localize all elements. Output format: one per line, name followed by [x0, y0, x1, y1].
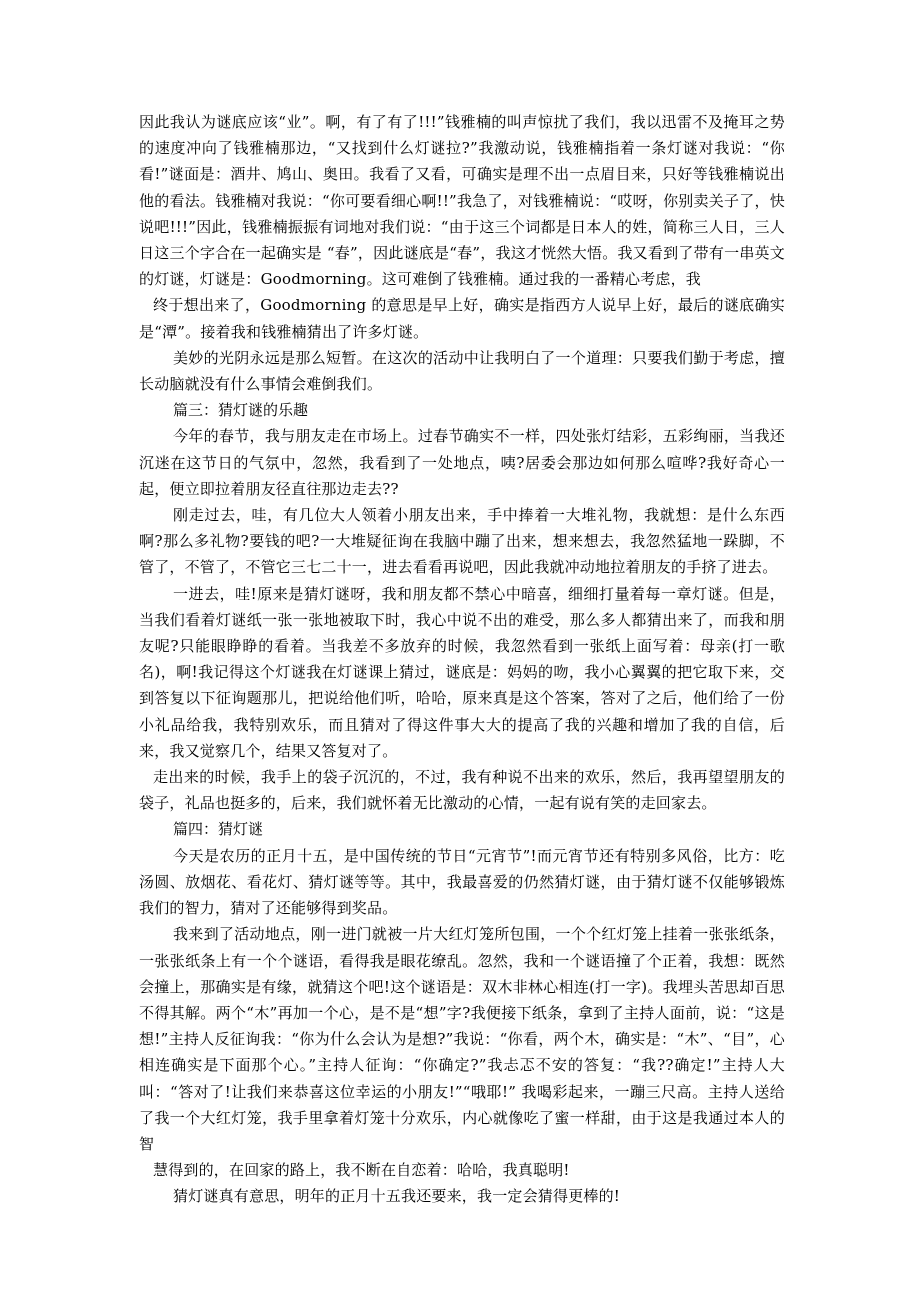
paragraph: 猜灯谜真有意思，明年的正月十五我还要来，我一定会猜得更棒的!: [173, 1187, 621, 1206]
paragraph: 走出来的时候，我手上的袋子沉沉的，不过，我有种说不出来的欢乐，然后，我再望望朋友的袋子，礼品也挺多的，后来，我们就怀着无比激动的心情，一起有说有笑的走回家去。: [139, 768, 785, 813]
paragraph: 今天是农历的正月十五，是中国传统的节日“元宵节”!而元宵节还有特别多风俗，比方：吃汤圆、放烟花、看花灯、猜灯谜等等。其中，我最喜爱的仍然猜灯谜，由于猜灯谜不仅能够锻炼我们的智力，猜对了还能够得到奖品。: [139, 846, 785, 918]
document-page: [139, 109, 785, 1210]
paragraph: 慧得到的，在回家的路上，我不断在自恋着：哈哈，我真聪明!: [153, 1161, 570, 1180]
section-heading: 篇三：猜灯谜的乐趣: [173, 401, 309, 420]
paragraph: 今年的春节，我与朋友走在市场上。过春节确实不一样，四处张灯结彩，五彩绚丽，当我还沉迷在这节日的气氛中，忽然，我看到了一处地点，咦?居委会那边如何那么喧哗?我好奇心一起，便立即拉着朋友径直往那边走去??: [139, 427, 785, 498]
paragraph: 我来到了活动地点，刚一进门就被一片大红灯笼所包围，一个个红灯笼上挂着一张张纸条，一张张纸条上有一个个谜语，看得我是眼花缭乱。忽然，我和一个谜语撞了个正着，我想：既然会撞上，那确实是有缘，就猜这个吧!这个谜语是：双木非林心相连(打一字)。我埋头苦思却百思不得其解。两个“木”再加一个心，是不是“想”字?我便接下纸条，拿到了主持人面前，说：“这是想!”主持人反征询我：“你为什么会认为是想?”我说：“你看，两个木，确实是：“木”、“目”，心相连确实是下面那个心。”主持人征询：“你确定?”我忐忑不安的答复：“我??确定!”主持人大叫：“答对了!让我们来恭喜这位幸运的小朋友!”“哦耶!” 我喝彩起来，一蹦三尺高。主持人送给了我一个大红灯笼，我手里拿着灯笼十分欢乐，内心就像吃了蜜一样甜，由于这是我通过本人的智: [139, 925, 785, 1153]
paragraph: 因此我认为谜底应该“业”。啊，有了有了!!!”钱雅楠的叫声惊扰了我们，我以迅雷不及掩耳之势的速度冲向了钱雅楠那边，“又找到什么灯谜拉?”我激动说，钱雅楠指着一条灯谜对我说：“你看!”谜面是：酒井、鸠山、奥田。我看了又看，可确实是理不出一点眉目来，只好等钱雅楠说出他的看法。钱雅楠对我说：“你可要看细心啊!!”我急了，对钱雅楠说：“哎呀，你别卖关子了，快说吧!!!”因此，钱雅楠振振有词地对我们说：“由于这三个词都是日本人的姓，简称三人日，三人日这三个字合在一起确实是 “春”，因此谜底是“春”，我这才恍然大悟。我又看到了带有一串英文的灯谜，灯谜是：Goodmorning。这可难倒了钱雅楠。通过我的一番精心考虑，我: [139, 113, 785, 289]
paragraph: 美妙的光阴永远是那么短暂。在这次的活动中让我明白了一个道理：只要我们勤于考虑，擅长动脑就没有什么事情会难倒我们。: [139, 348, 785, 394]
paragraph: 终于想出来了，Goodmorning 的意思是早上好，确实是指西方人说早上好，最后的谜底确实是“潭”。接着我和钱雅楠猜出了许多灯谜。: [139, 296, 785, 341]
paragraph: 一进去，哇!原来是猜灯谜呀，我和朋友都不禁心中暗喜，细细打量着每一章灯谜。但是，当我们看着灯谜纸一张一张地被取下时，我心中说不出的难受，那么多人都猜出来了，而我和朋友呢?只能眼睁睁的看着。当我差不多放弃的时候，我忽然看到一张纸上面写着：母亲(打一歌名)，啊!我记得这个灯谜我在灯谜课上猜过，谜底是：妈妈的吻，我小心翼翼的把它取下来，交到答复以下征询题那儿，把说给他们听，哈哈，原来真是这个答案，答对了之后，他们给了一份小礼品给我，我特别欢乐，而且猜对了得这件事大大的提高了我的兴趣和增加了我的自信，后来，我又觉察几个，结果又答复对了。: [139, 584, 785, 760]
section-heading: 篇四：猜灯谜: [173, 820, 264, 839]
paragraph: 刚走过去，哇，有几位大人领着小朋友出来，手中捧着一大堆礼物，我就想：是什么东西啊?那么多礼物?要钱的吧?一大堆疑征询在我脑中蹦了出来，想来想去，我忽然猛地一跺脚，不管了，不管了，不管它三七二十一，进去看看再说吧，因此我就冲动地拉着朋友的手挤了进去。: [139, 506, 785, 577]
